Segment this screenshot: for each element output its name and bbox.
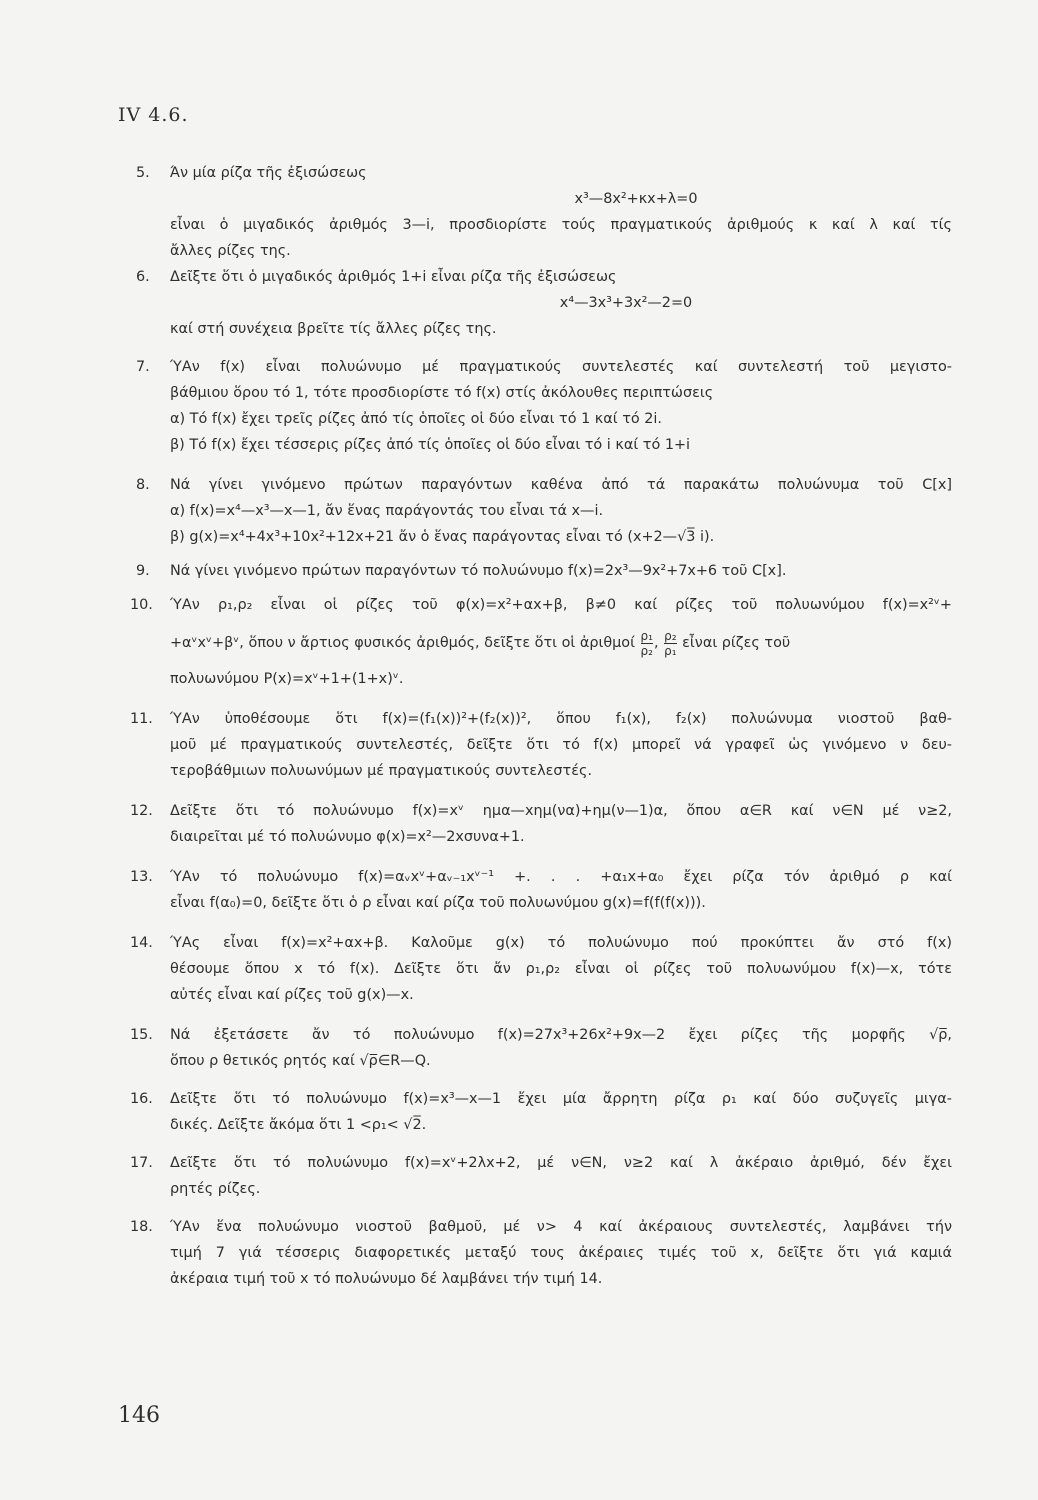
- problem-17: [130, 1150, 952, 1202]
- problem-text-line: μοῦ μέ πραγματικούς συντελεστές, δεῖξτε ὅτι τό f(x) μπορεῖ νά γραφεῖ ὡς γινόμενο ν δευ-: [170, 737, 952, 753]
- problem-text-line: καί στή συνέχεια βρεῖτε τίς ἄλλες ρίζες της.: [170, 321, 497, 337]
- problem-text-line: πολυωνύμου P(x)=xᵛ+1+(1+x)ᵛ.: [170, 671, 404, 687]
- problem-number: 11.: [130, 711, 153, 727]
- problem-text-line: Δεῖξτε ὅτι τό πολυώνυμο f(x)=xᵛ ημα—xημ(να)+ημ(ν—1)α, ὅπου α∈R καί ν∈N μέ ν≥2,: [170, 803, 952, 819]
- problem-number: 7.: [136, 359, 150, 375]
- problem-text-line: βάθμιου ὅρου τό 1, τότε προσδιορίστε τό f(x) στίς ἀκόλουθες περιπτώσεις: [170, 385, 714, 401]
- problem-text-line: Νά γίνει γινόμενο πρώτων παραγόντων καθένα ἀπό τά παρακάτω πολυώνυμα τοῦ C[x]: [170, 477, 952, 493]
- problem-text-line: ΎΑν ἕνα πολυώνυμο νιοστοῦ βαθμοῦ, μέ ν> 4 καί ἀκέραιους συντελεστές, λαμβάνει τήν: [170, 1219, 952, 1235]
- problem-8: [136, 472, 952, 550]
- problem-text-line: Νά γίνει γινόμενο πρώτων παραγόντων τό πολυώνυμο f(x)=2x³—9x²+7x+6 τοῦ C[x].: [170, 563, 787, 579]
- problem-9: [136, 558, 952, 584]
- problem-number: 8.: [136, 477, 150, 493]
- problem-number: 17.: [130, 1155, 153, 1171]
- problem-text-line: ΎΑν ρ₁,ρ₂ εἶναι οἱ ρίζες τοῦ φ(x)=x²+αx+β, β≠0 καί ρίζες τοῦ πολυωνύμου f(x)=x²ᵛ+: [170, 597, 952, 613]
- problem-text-line: αὐτές εἶναι καί ρίζες τοῦ g(x)—x.: [170, 987, 414, 1003]
- problem-10: [130, 592, 952, 692]
- problem-text-line: εἶναι ὁ μιγαδικός ἀριθμός 3—i, προσδιορίστε τούς πραγματικούς ἀριθμούς κ καί λ καί τίς: [170, 217, 952, 233]
- problem-text-line: β) Τό f(x) ἔχει τέσσερις ρίζες ἀπό τίς ὁποῖες οἱ δύο εἶναι τό i καί τό 1+i: [170, 437, 691, 453]
- problem-number: 18.: [130, 1219, 153, 1235]
- problem-6: [136, 264, 952, 342]
- problem-number: 12.: [130, 803, 153, 819]
- problem-16: [130, 1086, 952, 1138]
- problem-text-line: ὅπου ρ θετικός ρητός καί √ρ̅∈R—Q.: [170, 1053, 431, 1069]
- problem-text-fragment: εἶναι ρίζες τοῦ: [682, 635, 791, 651]
- problem-text-line: Δεῖξτε ὅτι τό πολυώνυμο f(x)=x³—x—1 ἔχει μία ἄρρητη ρίζα ρ₁ καί δύο συζυγεῖς μιγα-: [170, 1091, 952, 1107]
- problem-list: [130, 160, 953, 1292]
- problem-text-line: ΎΑν f(x) εἶναι πολυώνυμο μέ πραγματικούς συντελεστές καί συντελεστή τοῦ μεγιστο-: [170, 359, 952, 375]
- problem-12: [130, 798, 952, 850]
- problem-number: 15.: [130, 1027, 153, 1043]
- problem-11: [130, 706, 952, 784]
- problem-text-line: +αᵛxᵛ+βᵛ, ὅπου ν ἄρτιος φυσικός ἀριθμός, δεῖξτε ὅτι οἱ ἀριθμοί $\frac{\text{ρ₁}}{\text{ρ₂}}$ , $\frac{\text{ρ₂}}{\text{ρ₁}}$ εἶναι ρίζες τοῦ: [170, 628, 791, 658]
- problem-text-line: Άν μία ρίζα τῆς ἐξισώσεως: [170, 165, 367, 181]
- problem-number: 13.: [130, 869, 153, 885]
- problem-text-line: Δεῖξτε ὅτι ὁ μιγαδικός ἀριθμός 1+i εἶναι ρίζα τῆς ἐξισώσεως: [170, 269, 617, 285]
- problem-text-line: α) Τό f(x) ἔχει τρεῖς ρίζες ἀπό τίς ὁποῖες οἱ δύο εἶναι τό 1 καί τό 2i.: [170, 411, 662, 427]
- problem-18: [130, 1214, 952, 1292]
- fraction-denominator: ρ₂: [640, 643, 653, 658]
- problem-number: 10.: [130, 597, 153, 613]
- problem-14: [130, 930, 952, 1008]
- problem-text-line: ρητές ρίζες.: [170, 1181, 261, 1197]
- problem-number: 6.: [136, 269, 150, 285]
- problem-number: 14.: [130, 935, 153, 951]
- problem-text-line: ἄλλες ρίζες της.: [170, 243, 291, 259]
- problem-text-line: Δεῖξτε ὅτι τό πολυώνυμο f(x)=xᵛ+2λx+2, μέ ν∈N, ν≥2 καί λ ἀκέραιο ἀριθμό, δέν ἔχει: [170, 1155, 952, 1171]
- problem-number: 5.: [136, 165, 150, 181]
- problem-7: [136, 354, 952, 458]
- fraction-rho1-rho2: [641, 629, 653, 658]
- fraction-numerator: ρ₁: [640, 628, 653, 643]
- problem-text-line: α) f(x)=x⁴—x³—x—1, ἄν ἕνας παράγοντάς του εἶναι τά x—i.: [170, 503, 604, 519]
- fraction-denominator: ρ₁: [664, 643, 677, 658]
- problem-number: 9.: [136, 563, 150, 579]
- problem-text-line: θέσουμε ὅπου x τό f(x). Δεῖξτε ὅτι ἄν ρ₁,ρ₂ εἶναι οἱ ρίζες τοῦ πολυωνύμου f(x)—x, τότε: [170, 961, 952, 977]
- problem-13: [130, 864, 953, 916]
- problem-text-line: διαιρεῖται μέ τό πολυώνυμο φ(x)=x²—2xσυνα+1.: [170, 829, 525, 845]
- problem-text-line: ἀκέραια τιμή τοῦ x τό πολυώνυμο δέ λαμβάνει τήν τιμή 14.: [170, 1271, 603, 1287]
- problem-text-line: ΎΑν ὑποθέσουμε ὅτι f(x)=(f₁(x))²+(f₂(x))², ὅπου f₁(x), f₂(x) πολυώνυμα νιοστοῦ βαθ-: [170, 711, 952, 727]
- page-number: 146: [118, 1403, 160, 1428]
- section-header: IV 4.6.: [118, 104, 189, 126]
- problem-text-line: δικές. Δεῖξτε ἄκόμα ὅτι 1 <ρ₁< √2̅.: [170, 1117, 427, 1133]
- equation: x⁴—3x³+3x²—2=0: [559, 295, 693, 311]
- problem-15: [130, 1022, 952, 1074]
- problem-text-line: ΎΑν τό πολυώνυμο f(x)=αᵥxᵛ+αᵥ₋₁xᵛ⁻¹ +. . . +α₁x+α₀ ἔχει ρίζα τόν ἀριθμό ρ καί: [170, 869, 953, 885]
- fraction-numerator: ρ₂: [664, 628, 677, 643]
- problem-text-line: Νά ἐξετάσετε ἄν τό πολυώνυμο f(x)=27x³+26x²+9x—2 ἔχει ρίζες τῆς μορφῆς √ρ̅,: [170, 1027, 952, 1043]
- fraction-rho2-rho1: [664, 629, 676, 658]
- problem-text-fragment: +αᵛxᵛ+βᵛ, ὅπου ν ἄρτιος φυσικός ἀριθμός, δεῖξτε ὅτι οἱ ἀριθμοί: [170, 635, 635, 651]
- problem-text-line: ΎΑς εἶναι f(x)=x²+αx+β. Καλοῦμε g(x) τό πολυώνυμο πού προκύπτει ἄν στό f(x): [170, 935, 952, 951]
- problem-text-line: τεροβάθμιων πολυωνύμων μέ πραγματικούς συντελεστές.: [170, 763, 593, 779]
- problem-text-line: τιμή 7 γιά τέσσερις διαφορετικές μεταξύ τους ἀκέραιες τιμές τοῦ x, δεῖξτε ὅτι γιά καμιά: [170, 1245, 952, 1261]
- problem-text-line: εἶναι f(α₀)=0, δεῖξτε ὅτι ὁ ρ εἶναι καί ρίζα τοῦ πολυωνύμου g(x)=f(f(f(x))).: [170, 895, 706, 911]
- problem-number: 16.: [130, 1091, 153, 1107]
- problem-5: [136, 160, 952, 264]
- equation: x³—8x²+κx+λ=0: [574, 191, 698, 207]
- problem-text-line: β) g(x)=x⁴+4x³+10x²+12x+21 ἄν ὁ ἕνας παράγοντας εἶναι τό (x+2—√3̅ i).: [170, 529, 715, 545]
